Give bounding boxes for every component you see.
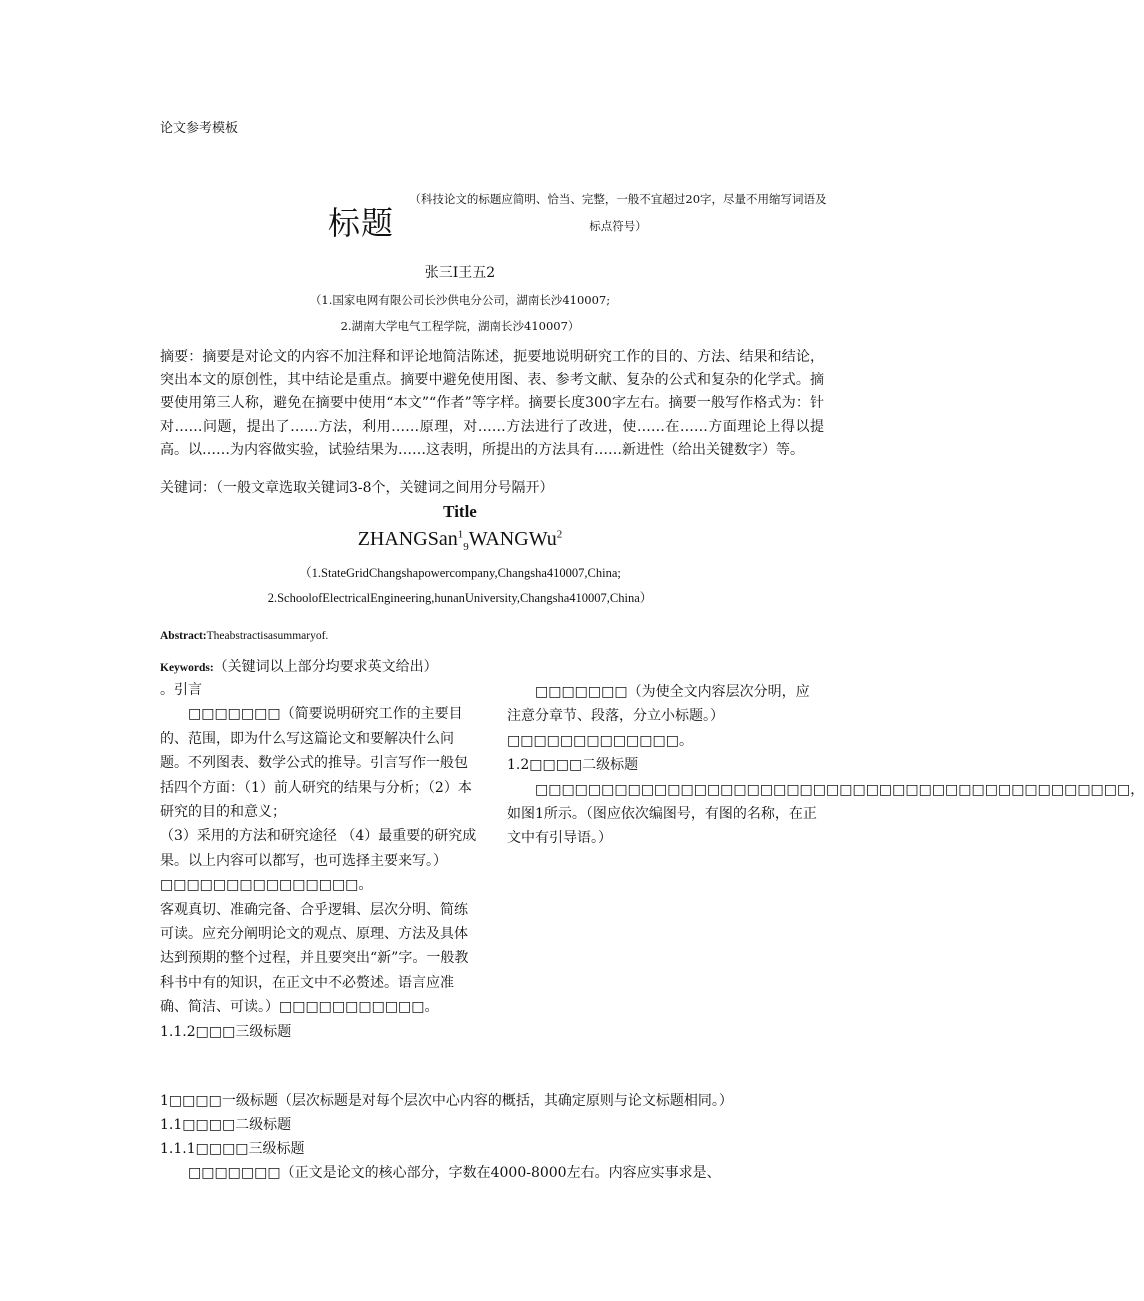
abstract-en-text: Theabstractisasummaryof. bbox=[206, 630, 329, 642]
heading-level-1: 1□□□□一级标题（层次标题是对每个层次中心内容的概括，其确定原则与论文标题相同。） bbox=[160, 1093, 733, 1109]
author-en-2-sup: 2 bbox=[556, 528, 563, 541]
affiliation-cn-2: 2.湖南大学电气工程学院，湖南长沙410007） bbox=[340, 319, 580, 333]
affiliation-en-1: （1.StateGridChangshapowercompany,Changsha410007,China; bbox=[299, 566, 621, 580]
subsection-heading-1-1-2: 1.1.2□□□三级标题 bbox=[160, 1023, 292, 1040]
author-en-1-sup: 1 bbox=[457, 528, 464, 541]
subsection-heading-1-2: 1.2□□□□二级标题 bbox=[507, 757, 639, 774]
affiliation-en-2: 2.SchoolofElectricalEngineering,hunanUniversity,Changsha410007,China） bbox=[267, 591, 653, 605]
keywords-cn: 关键词：（一般文章选取关键词3-8个，关键词之间用分号隔开） bbox=[160, 480, 554, 496]
keywords-en-label: Keywords: bbox=[160, 662, 214, 674]
abstract-en bbox=[160, 630, 328, 642]
author-en-2: WANGWu bbox=[468, 528, 557, 550]
affiliation-cn-1: （1.国家电网有限公司长沙供电分公司，湖南长沙410007; bbox=[309, 293, 611, 307]
abstract-en-label: Abstract: bbox=[160, 630, 207, 642]
heading-level-2: 1.1□□□□二级标题 bbox=[160, 1117, 292, 1133]
authors-cn: 张三I王五2 bbox=[424, 265, 496, 281]
left-column bbox=[160, 678, 478, 1044]
keywords-en bbox=[160, 656, 438, 676]
title-en: Title bbox=[443, 502, 477, 521]
abstract-cn: 摘要：摘要是对论文的内容不加注释和评论地简洁陈述，扼要地说明研究工作的目的、方法、结果和结论，突出本文的原创性，其中结论是重点。摘要中避免使用图、表、参考文献、复杂的公式和复杂的化学式。摘要使用第三人称，避免在摘要中使用“本文”“作者”等字样。摘要长度300字左右。摘要一般写作格式为：针对……问题，提出了……方法，利用……原理，对……方法进行了改进，使……在……方面理论上得以提高。以……为内容做实验，试验结果为……这表明，所提出的方法具有……新进性（给出关键数字）等。 bbox=[160, 349, 824, 458]
title-note: （科技论文的标题应简明、恰当、完整，一般不宜超过20字，尽量不用缩写词语及标点符号） bbox=[409, 192, 827, 233]
section-heading-intro: 。引言 bbox=[160, 682, 202, 698]
intro-paragraph-3: 客观真切、准确完备、合乎逻辑、层次分明、简练可读。应充分阐明论文的观点、原理、方法及具体达到预期的整个过程，并且要突出“新”字。一般教科书中有的知识，在正文中不必赘述。语言应准确、简洁、可读。）□□□□□□□□□□□。 bbox=[160, 901, 469, 1016]
bottom-section bbox=[160, 1089, 824, 1185]
right-paragraph-1: □□□□□□□（为使全文内容层次分明，应注意分章节、段落，分立小标题。）□□□□□□□□□□□□□。 bbox=[507, 684, 810, 749]
author-separator: 9 bbox=[463, 541, 469, 553]
body-paragraph: □□□□□□□（正文是论文的核心部分，字数在4000-8000左右。内容应实事求是、 bbox=[188, 1165, 721, 1181]
intro-paragraph-1: □□□□□□□（简要说明研究工作的主要目的、范围，即为什么写这篇论文和要解决什么问题。不列图表、数学公式的推导。引言写作一般包括四个方面：（1）前人研究的结果与分析；（2）本研究的目的和意义； bbox=[160, 706, 472, 821]
keywords-en-text: （关键词以上部分均要求英文给出） bbox=[213, 659, 438, 675]
author-en-1: ZHANGSan bbox=[357, 528, 458, 550]
header-note: 论文参考模板 bbox=[160, 121, 239, 136]
intro-paragraph-2: （3）采用的方法和研究途径 （4）最重要的研究成果。以上内容可以都写，也可选择主要来写。）□□□□□□□□□□□□□□□。 bbox=[160, 828, 477, 894]
authors-en bbox=[0, 528, 920, 553]
heading-level-3: 1.1.1□□□□三级标题 bbox=[160, 1141, 305, 1157]
right-column bbox=[507, 680, 1144, 851]
title-cn: 标题 bbox=[328, 204, 395, 242]
right-paragraph-2: □□□□□□□□□□□□□□□□□□□□□□□□□□□□□□□□□□□□□□□□□□□□□，如图1所示。（图应依次编图号，有图的名称，在正文中有引导语。） bbox=[507, 781, 1144, 847]
